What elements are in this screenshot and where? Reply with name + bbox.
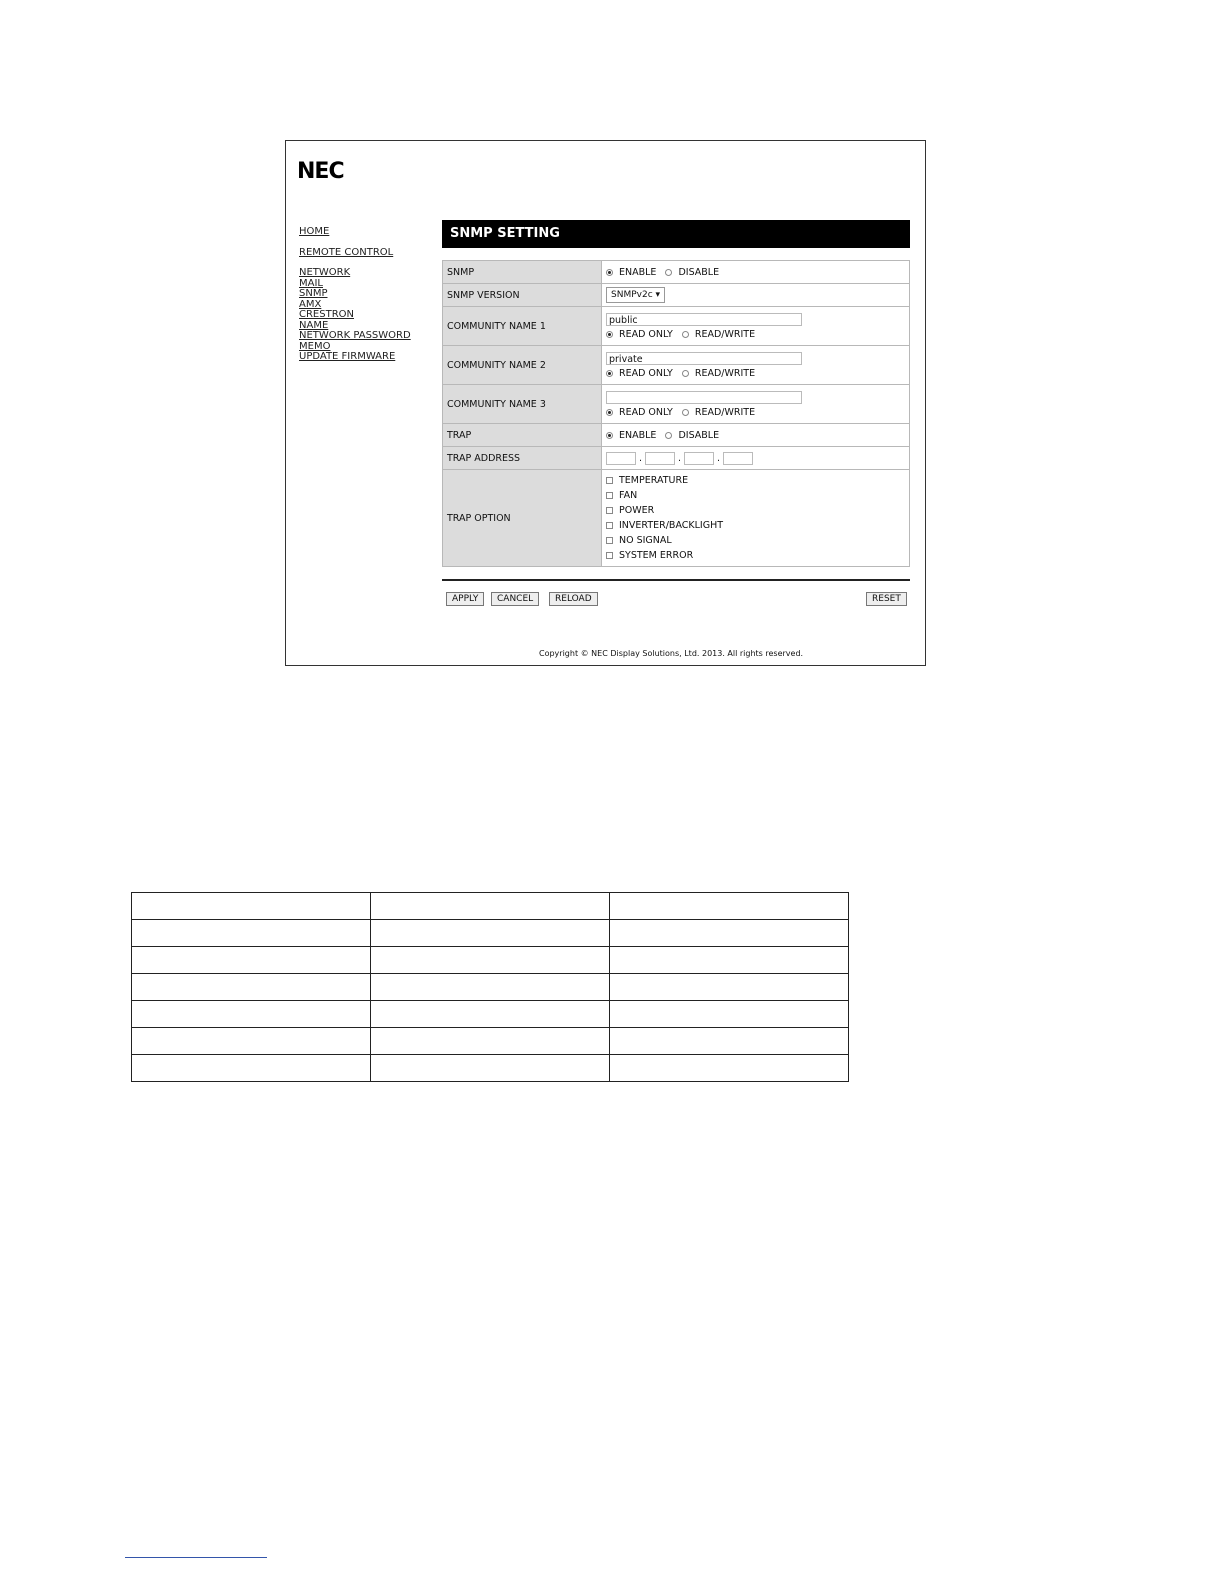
community3-read-only-radio[interactable] — [606, 409, 613, 416]
snmp-options — [602, 261, 910, 284]
reset-button[interactable]: RESET — [866, 592, 907, 606]
apply-button[interactable]: APPLY — [446, 592, 484, 606]
list-item — [606, 518, 905, 533]
trap-address-octet-3[interactable] — [684, 452, 714, 465]
trap-address-octet-1[interactable] — [606, 452, 636, 465]
snmp-enable-radio[interactable] — [606, 269, 613, 276]
table-cell — [132, 947, 371, 974]
table-row — [132, 1055, 849, 1082]
table-cell — [371, 1001, 610, 1028]
table-cell — [610, 920, 849, 947]
nav-name[interactable]: NAME — [299, 319, 329, 331]
snmp-version-value: SNMPv2c — [611, 290, 653, 300]
snmp-enable-label: ENABLE — [619, 266, 657, 278]
table-cell — [132, 1028, 371, 1055]
table-row — [132, 1001, 849, 1028]
table-cell — [132, 974, 371, 1001]
trap-address-cell — [602, 447, 910, 470]
trap-row — [443, 424, 910, 447]
table-cell — [132, 893, 371, 920]
trap-option-cell — [602, 470, 910, 567]
community3-read-write-label: READ/WRITE — [694, 406, 756, 418]
community2-read-write-radio[interactable] — [682, 370, 689, 377]
power-label: POWER — [619, 505, 655, 516]
temperature-checkbox[interactable] — [606, 477, 613, 484]
table-cell — [371, 947, 610, 974]
table-cell — [610, 1001, 849, 1028]
copyright-text: Copyright © NEC Display Solutions, Ltd. 2013. All rights reserved. — [539, 649, 804, 658]
trap-options — [602, 424, 910, 447]
nav-amx[interactable]: AMX — [299, 298, 322, 310]
table-row — [132, 974, 849, 1001]
nav-home[interactable]: HOME — [299, 226, 330, 237]
community1-label: COMMUNITY NAME 1 — [443, 307, 602, 346]
reload-button[interactable]: RELOAD — [549, 592, 598, 606]
community1-read-write-label: READ/WRITE — [694, 328, 756, 340]
community2-label: COMMUNITY NAME 2 — [443, 346, 602, 385]
snmp-version-row — [443, 284, 910, 307]
snmp-disable-radio[interactable] — [665, 269, 672, 276]
footnote-rule — [125, 1557, 267, 1558]
community2-row — [443, 346, 910, 385]
divider — [442, 579, 910, 581]
snmp-version-select[interactable] — [606, 287, 665, 303]
table-row — [132, 893, 849, 920]
screenshot-frame — [285, 140, 926, 666]
table-cell — [371, 1055, 610, 1082]
ip-separator: . — [716, 452, 721, 464]
community2-read-only-label: READ ONLY — [619, 367, 673, 379]
snmp-label: SNMP — [443, 261, 602, 284]
ip-separator: . — [638, 452, 643, 464]
nav-crestron[interactable]: CRESTRON — [299, 309, 355, 320]
trap-disable-radio[interactable] — [665, 432, 672, 439]
community1-read-only-label: READ ONLY — [619, 328, 673, 340]
nav-remote-control[interactable]: REMOTE CONTROL — [299, 246, 394, 258]
table-row — [132, 947, 849, 974]
table-cell — [371, 974, 610, 1001]
table-cell — [132, 1055, 371, 1082]
community2-read-write-label: READ/WRITE — [694, 367, 756, 379]
table-cell — [610, 893, 849, 920]
community3-read-write-radio[interactable] — [682, 409, 689, 416]
community3-label: COMMUNITY NAME 3 — [443, 385, 602, 424]
community1-read-write-radio[interactable] — [682, 331, 689, 338]
no-signal-label: NO SIGNAL — [619, 535, 672, 546]
table-cell — [371, 920, 610, 947]
nav-network-password[interactable]: NETWORK PASSWORD — [299, 330, 411, 341]
table-row — [132, 1028, 849, 1055]
inverter-backlight-checkbox[interactable] — [606, 522, 613, 529]
community3-read-only-label: READ ONLY — [619, 406, 673, 418]
list-item — [606, 533, 905, 548]
trap-disable-label: DISABLE — [678, 429, 720, 441]
trap-option-row — [443, 470, 910, 567]
list-item — [606, 503, 905, 518]
snmp-row — [443, 261, 910, 284]
table-cell — [132, 1001, 371, 1028]
nec-logo: NEC — [297, 159, 344, 184]
empty-table — [131, 892, 849, 1082]
sidebar-nav — [299, 227, 429, 363]
community1-input[interactable]: public — [606, 313, 802, 326]
snmp-version-label: SNMP VERSION — [443, 284, 602, 307]
community3-input[interactable] — [606, 391, 802, 404]
community2-input[interactable]: private — [606, 352, 802, 365]
snmp-disable-label: DISABLE — [678, 266, 720, 278]
cancel-button[interactable]: CANCEL — [491, 592, 539, 606]
snmp-version-cell — [602, 284, 910, 307]
table-cell — [610, 1028, 849, 1055]
page-title: SNMP SETTING — [442, 220, 910, 248]
community3-row — [443, 385, 910, 424]
nav-update-firmware[interactable]: UPDATE FIRMWARE — [299, 351, 396, 362]
list-item — [606, 473, 905, 488]
table-cell — [610, 974, 849, 1001]
table-cell — [371, 893, 610, 920]
community1-cell — [602, 307, 910, 346]
chevron-down-icon: ▾ — [655, 290, 661, 300]
community2-read-only-radio[interactable] — [606, 370, 613, 377]
table-row — [132, 920, 849, 947]
inverter-backlight-label: INVERTER/BACKLIGHT — [619, 520, 724, 531]
trap-enable-label: ENABLE — [619, 429, 657, 441]
ip-separator: . — [677, 452, 682, 464]
list-item — [606, 548, 905, 563]
table-cell — [371, 1028, 610, 1055]
table-cell — [610, 947, 849, 974]
fan-label: FAN — [619, 490, 638, 501]
trap-address-row — [443, 447, 910, 470]
trap-enable-radio[interactable] — [606, 432, 613, 439]
trap-address-octet-4[interactable] — [723, 452, 753, 465]
community2-cell — [602, 346, 910, 385]
list-item — [606, 488, 905, 503]
table-cell — [610, 1055, 849, 1082]
no-signal-checkbox[interactable] — [606, 537, 613, 544]
temperature-label: TEMPERATURE — [619, 475, 689, 486]
nav-mail[interactable]: MAIL — [299, 277, 323, 289]
snmp-settings-form — [442, 260, 910, 567]
nav-network[interactable]: NETWORK — [299, 267, 351, 278]
trap-label: TRAP — [443, 424, 602, 447]
trap-address-label: TRAP ADDRESS — [443, 447, 602, 470]
system-error-checkbox[interactable] — [606, 552, 613, 559]
fan-checkbox[interactable] — [606, 492, 613, 499]
community1-row — [443, 307, 910, 346]
trap-option-label: TRAP OPTION — [443, 470, 602, 567]
community1-read-only-radio[interactable] — [606, 331, 613, 338]
table-cell — [132, 920, 371, 947]
trap-address-octet-2[interactable] — [645, 452, 675, 465]
nav-memo[interactable]: MEMO — [299, 340, 331, 352]
nav-snmp[interactable]: SNMP — [299, 288, 328, 299]
power-checkbox[interactable] — [606, 507, 613, 514]
system-error-label: SYSTEM ERROR — [619, 550, 694, 561]
community3-cell — [602, 385, 910, 424]
